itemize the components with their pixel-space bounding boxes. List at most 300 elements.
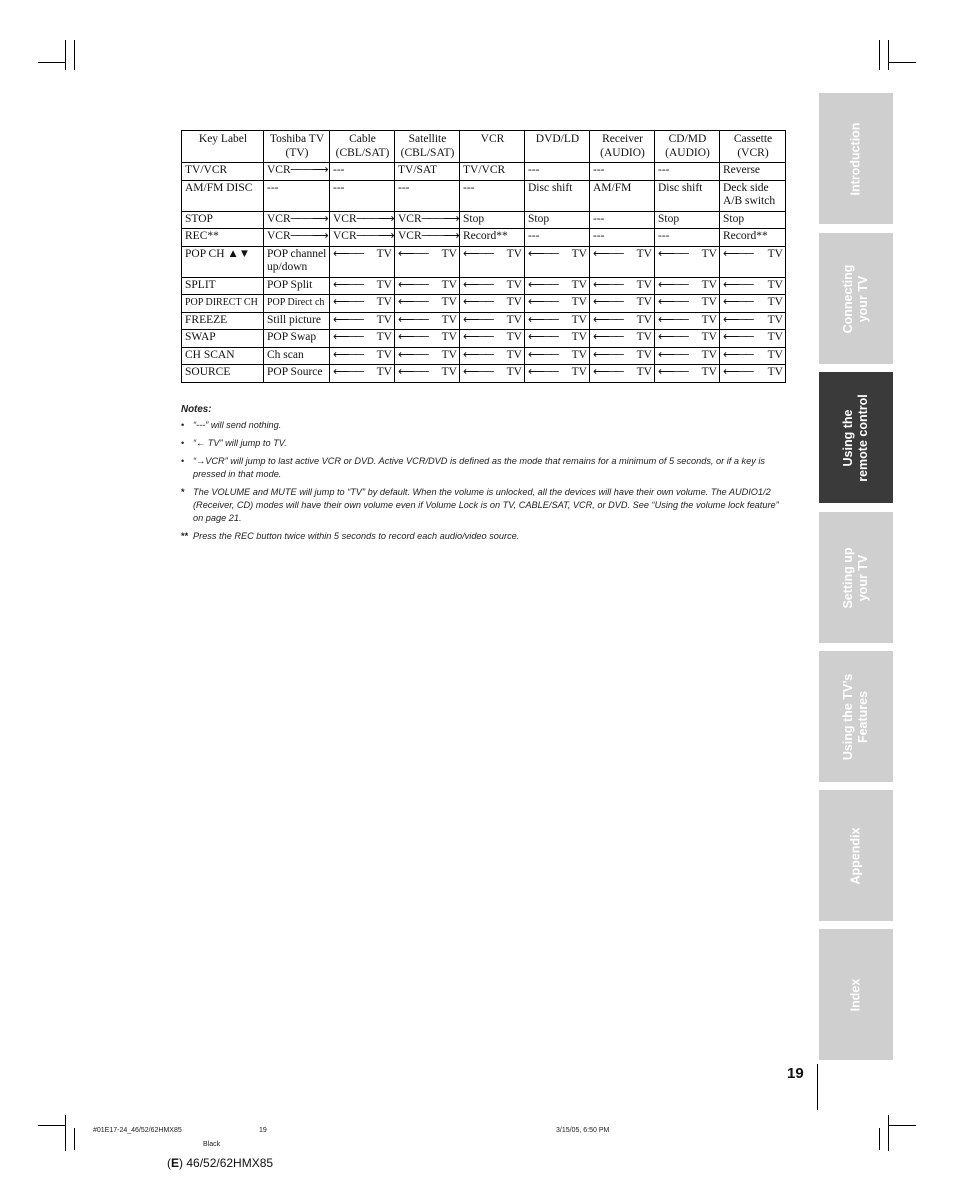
jump-to-tv-cell <box>655 277 720 295</box>
section-tab-label-line: remote control <box>856 393 870 482</box>
table-row <box>182 211 786 229</box>
cell-text: VCR ───⟶ <box>267 230 328 242</box>
column-header-line: (TV) <box>285 146 309 159</box>
table-cell: POP channel up/down <box>264 246 330 277</box>
jump-to-tv-cell <box>460 312 525 330</box>
left-arrow-icon <box>463 296 493 310</box>
left-arrow-icon <box>528 314 558 328</box>
cell-text: VCR ───⟶ <box>398 230 459 242</box>
cell-text: TV <box>701 366 717 378</box>
table-cell: --- <box>525 163 590 181</box>
table-cell: --- <box>264 180 330 211</box>
cell-text: TV <box>441 348 457 361</box>
jump-to-tv-cell <box>720 347 786 365</box>
model-prefix: ( <box>167 1156 171 1170</box>
left-arrow-icon <box>333 248 363 262</box>
left-arrow-icon <box>593 248 623 262</box>
jump-to-tv-cell <box>330 277 395 295</box>
table-cell: AM/FM <box>590 180 655 211</box>
key-label-cell: REC** <box>182 229 264 247</box>
left-arrow-icon <box>658 296 688 310</box>
note-marker: • <box>181 438 185 448</box>
table-cell: POP Direct ch <box>264 295 330 313</box>
section-tab-label-line: Appendix <box>848 827 863 884</box>
left-arrow-icon <box>398 314 428 328</box>
section-tab[interactable] <box>819 790 893 921</box>
left-arrow-icon <box>528 296 558 310</box>
left-arrow-icon <box>398 366 428 380</box>
section-tab-label-line: Features <box>856 690 870 743</box>
left-arrow-icon <box>463 349 493 363</box>
column-header-line: (CBL/SAT) <box>400 146 455 159</box>
jump-to-tv-cell <box>460 347 525 365</box>
cell-text: VCR ───⟶ <box>267 164 328 176</box>
table-cell: Stop <box>720 211 786 229</box>
model-number <box>167 1156 273 1170</box>
cell-text: TV <box>506 296 522 308</box>
cell-text: TV <box>376 348 392 361</box>
cell-text: TV <box>701 296 717 308</box>
jump-to-tv-cell <box>395 330 460 348</box>
jump-to-tv-cell <box>590 312 655 330</box>
column-header-line: (CBL/SAT) <box>335 146 390 159</box>
section-tab-label-line: Connecting <box>841 264 855 333</box>
left-arrow-icon <box>333 349 363 363</box>
table-cell: --- <box>460 180 525 211</box>
jump-to-vcr-cell <box>264 211 330 229</box>
left-arrow-icon <box>463 248 493 262</box>
cell-text: TV <box>701 247 717 260</box>
cell-text: TV <box>506 348 522 361</box>
key-label-cell: STOP <box>182 211 264 229</box>
section-tab-label <box>841 547 871 608</box>
jump-to-vcr-cell <box>330 229 395 247</box>
table-row <box>182 246 786 277</box>
cell-text: TV <box>441 313 457 326</box>
jump-to-tv-cell <box>655 295 720 313</box>
table-cell: --- <box>395 180 460 211</box>
jump-to-tv-cell <box>395 277 460 295</box>
table-cell: TV/VCR <box>460 163 525 181</box>
cell-text: TV <box>441 278 457 291</box>
table-row <box>182 180 786 211</box>
table-cell: --- <box>590 163 655 181</box>
cell-text: TV <box>441 366 457 378</box>
key-label-cell: SOURCE <box>182 365 264 383</box>
footer-color: Black <box>203 1141 221 1148</box>
note-text: “← TV” will jump to TV. <box>193 438 287 448</box>
cell-text: TV <box>506 278 522 291</box>
table-cell: --- <box>590 229 655 247</box>
note-marker: * <box>181 487 185 497</box>
crop-mark <box>888 40 889 70</box>
cell-text: TV <box>636 296 652 308</box>
notes-title: Notes: <box>181 404 212 415</box>
note-text: The VOLUME and MUTE will jump to “TV” by default. When the volume is unlocked, all the devices will have their own volume. The AUDIO1/2 (Receiver, CD) modes will have their own volume even if Volume Lock is on TV, CABLE/SAT, VCR, or DVD. See “Using the volume lock feature” on page 21. <box>193 487 779 523</box>
table-cell: Stop <box>525 211 590 229</box>
cell-text: TV <box>376 366 392 378</box>
left-arrow-icon <box>333 331 363 345</box>
jump-to-tv-cell <box>720 295 786 313</box>
table-row <box>182 229 786 247</box>
left-arrow-icon <box>398 331 428 345</box>
cell-text: TV <box>441 247 457 260</box>
column-header-line: Key Label <box>198 133 248 145</box>
table-cell: Reverse <box>720 163 786 181</box>
jump-to-tv-cell <box>525 277 590 295</box>
cell-text: TV <box>376 278 392 291</box>
column-header <box>330 131 395 163</box>
jump-to-tv-cell <box>655 246 720 277</box>
section-tab[interactable] <box>819 93 893 224</box>
table-cell: --- <box>655 229 720 247</box>
left-arrow-icon <box>723 279 753 293</box>
cell-text: TV <box>571 247 587 260</box>
remote-key-table <box>181 130 786 383</box>
key-label-cell: SPLIT <box>182 277 264 295</box>
left-arrow-icon <box>658 331 688 345</box>
section-tab-label <box>849 122 864 195</box>
cell-text: TV <box>701 331 717 343</box>
note-item <box>181 486 781 525</box>
column-header-line: (VCR) <box>737 146 769 159</box>
table-row <box>182 365 786 383</box>
crop-mark <box>65 40 66 70</box>
left-arrow-icon <box>333 279 363 293</box>
cell-text: TV <box>571 331 587 343</box>
jump-to-tv-cell <box>460 246 525 277</box>
crop-mark <box>74 40 75 70</box>
jump-to-tv-cell <box>720 277 786 295</box>
jump-to-tv-cell <box>330 365 395 383</box>
jump-to-vcr-cell <box>395 211 460 229</box>
cell-text: TV <box>636 247 652 260</box>
cell-text: TV <box>767 348 783 361</box>
cell-text: TV <box>441 331 457 343</box>
left-arrow-icon <box>593 331 623 345</box>
jump-to-tv-cell <box>395 347 460 365</box>
footer-page: 19 <box>259 1127 267 1134</box>
cell-text: TV <box>571 313 587 326</box>
crop-mark <box>879 40 880 70</box>
left-arrow-icon <box>463 314 493 328</box>
jump-to-tv-cell <box>330 295 395 313</box>
jump-to-vcr-cell <box>264 229 330 247</box>
section-tab-label <box>841 264 871 333</box>
jump-to-tv-cell <box>655 312 720 330</box>
section-tab-label-line: your TV <box>856 275 870 322</box>
table-row <box>182 347 786 365</box>
jump-to-tv-cell <box>655 330 720 348</box>
jump-to-tv-cell <box>460 330 525 348</box>
table-header-row <box>182 131 786 163</box>
table-cell: Stop <box>460 211 525 229</box>
note-marker: • <box>181 420 185 430</box>
crop-mark <box>888 62 916 63</box>
left-arrow-icon <box>723 349 753 363</box>
key-label-cell: POP CH ▲▼ <box>182 246 264 277</box>
column-header <box>182 131 264 163</box>
jump-to-tv-cell <box>720 246 786 277</box>
left-arrow-icon <box>528 349 558 363</box>
cell-text: TV <box>636 331 652 343</box>
jump-to-tv-cell <box>525 246 590 277</box>
table-row <box>182 312 786 330</box>
column-header-line: VCR <box>480 133 505 145</box>
note-item <box>181 455 781 481</box>
page-number-divider <box>817 1064 818 1110</box>
section-tab-label-line: your TV <box>856 554 870 601</box>
section-tab[interactable] <box>819 233 893 364</box>
table-cell: Ch scan <box>264 347 330 365</box>
cell-text: TV <box>506 331 522 343</box>
left-arrow-icon <box>398 279 428 293</box>
cell-text: TV <box>636 366 652 378</box>
jump-to-vcr-cell <box>264 163 330 181</box>
column-header-line: Cable <box>349 133 376 145</box>
cell-text: TV <box>701 278 717 291</box>
section-tab-label-line: Index <box>848 978 863 1011</box>
table-cell: Still picture <box>264 312 330 330</box>
column-header <box>525 131 590 163</box>
table-cell: Stop <box>655 211 720 229</box>
note-item <box>181 437 781 450</box>
left-arrow-icon <box>723 248 753 262</box>
jump-to-tv-cell <box>525 312 590 330</box>
jump-to-tv-cell <box>330 246 395 277</box>
cell-text: TV <box>376 247 392 260</box>
jump-to-vcr-cell <box>330 211 395 229</box>
jump-to-tv-cell <box>590 246 655 277</box>
cell-text: TV <box>767 278 783 291</box>
section-tab-label <box>849 978 864 1011</box>
table-cell: Record** <box>720 229 786 247</box>
table-cell: POP Source <box>264 365 330 383</box>
cell-text: TV <box>376 313 392 326</box>
column-header <box>460 131 525 163</box>
cell-text: VCR ───⟶ <box>333 230 394 242</box>
column-header-line: (AUDIO) <box>665 146 710 159</box>
cell-text: TV <box>506 366 522 378</box>
note-text: “---” will send nothing. <box>193 420 282 430</box>
left-arrow-icon <box>658 314 688 328</box>
key-label-cell: AM/FM DISC <box>182 180 264 211</box>
left-arrow-icon <box>658 248 688 262</box>
column-header-line: DVD/LD <box>535 133 580 145</box>
left-arrow-icon <box>333 314 363 328</box>
cell-text: TV <box>767 296 783 308</box>
left-arrow-icon <box>463 331 493 345</box>
section-tab-label <box>841 394 871 482</box>
table-row <box>182 163 786 181</box>
jump-to-tv-cell <box>590 277 655 295</box>
note-item <box>181 419 781 432</box>
footer-file-name: #01E17-24_46/52/62HMX85 <box>93 1127 182 1134</box>
left-arrow-icon <box>463 366 493 380</box>
jump-to-tv-cell <box>460 365 525 383</box>
section-tab-label-line: Setting up <box>841 546 855 609</box>
cell-text: TV <box>767 247 783 260</box>
section-tab-label <box>841 673 871 759</box>
jump-to-tv-cell <box>525 365 590 383</box>
cell-text: TV <box>441 296 457 308</box>
jump-to-tv-cell <box>395 312 460 330</box>
section-tab[interactable] <box>819 651 893 782</box>
left-arrow-icon <box>593 366 623 380</box>
crop-mark <box>888 1115 889 1151</box>
column-header <box>720 131 786 163</box>
jump-to-tv-cell <box>395 295 460 313</box>
cell-text: TV <box>506 247 522 260</box>
section-tab-label-line: Using the <box>841 409 855 466</box>
section-tab[interactable] <box>819 929 893 1060</box>
crop-mark <box>888 1125 916 1126</box>
column-header <box>264 131 330 163</box>
cell-text: TV <box>636 278 652 291</box>
model-letter: E <box>171 1156 180 1170</box>
table-row <box>182 295 786 313</box>
table-cell: --- <box>655 163 720 181</box>
jump-to-tv-cell <box>655 365 720 383</box>
note-marker: ** <box>181 531 189 541</box>
key-label-cell: FREEZE <box>182 312 264 330</box>
cell-text: TV <box>376 296 392 308</box>
table-row <box>182 330 786 348</box>
table-cell: Disc shift <box>655 180 720 211</box>
footer-datetime: 3/15/05, 6:50 PM <box>556 1127 610 1134</box>
jump-to-tv-cell <box>590 347 655 365</box>
crop-mark <box>65 1115 66 1151</box>
left-arrow-icon <box>528 366 558 380</box>
column-header-line: Toshiba TV <box>269 133 325 145</box>
left-arrow-icon <box>593 279 623 293</box>
jump-to-tv-cell <box>525 347 590 365</box>
table-cell: POP Swap <box>264 330 330 348</box>
cell-text: TV <box>636 348 652 361</box>
section-tab-label-line: Introduction <box>848 122 863 195</box>
jump-to-tv-cell <box>460 295 525 313</box>
jump-to-tv-cell <box>590 365 655 383</box>
section-tab-label-line: Using the TV’s <box>841 673 855 760</box>
left-arrow-icon <box>528 248 558 262</box>
jump-to-tv-cell <box>720 365 786 383</box>
section-tab[interactable] <box>819 512 893 643</box>
table-cell: POP Split <box>264 277 330 295</box>
note-item <box>181 530 781 543</box>
column-header-line: (AUDIO) <box>600 146 645 159</box>
jump-to-tv-cell <box>460 277 525 295</box>
left-arrow-icon <box>658 349 688 363</box>
left-arrow-icon <box>463 279 493 293</box>
column-header <box>590 131 655 163</box>
page-number: 19 <box>787 1065 804 1082</box>
jump-to-tv-cell <box>720 312 786 330</box>
jump-to-tv-cell <box>720 330 786 348</box>
table-cell: Record** <box>460 229 525 247</box>
left-arrow-icon <box>593 314 623 328</box>
cell-text: VCR ───⟶ <box>267 213 328 225</box>
jump-to-tv-cell <box>525 295 590 313</box>
cell-text: TV <box>636 313 652 326</box>
left-arrow-icon <box>333 366 363 380</box>
crop-mark <box>879 1128 880 1150</box>
left-arrow-icon <box>723 331 753 345</box>
left-arrow-icon <box>398 296 428 310</box>
table-cell: --- <box>330 180 395 211</box>
left-arrow-icon <box>723 366 753 380</box>
section-tab-label <box>849 827 864 884</box>
column-header-line: CD/MD <box>668 133 707 145</box>
cell-text: TV <box>571 278 587 291</box>
left-arrow-icon <box>528 331 558 345</box>
cell-text: TV <box>506 313 522 326</box>
jump-to-tv-cell <box>590 330 655 348</box>
table-cell: --- <box>525 229 590 247</box>
cell-text: TV <box>571 296 587 308</box>
key-label-cell: POP DIRECT CH <box>182 295 264 313</box>
left-arrow-icon <box>593 349 623 363</box>
cell-text: TV <box>571 366 587 378</box>
cell-text: TV <box>376 331 392 343</box>
cell-text: TV <box>571 348 587 361</box>
jump-to-vcr-cell <box>395 229 460 247</box>
cell-text: TV <box>767 313 783 326</box>
jump-to-tv-cell <box>330 312 395 330</box>
table-cell: --- <box>590 211 655 229</box>
table-row <box>182 277 786 295</box>
table-cell: TV/SAT <box>395 163 460 181</box>
notes-section <box>181 403 781 548</box>
left-arrow-icon <box>333 296 363 310</box>
key-label-cell: TV/VCR <box>182 163 264 181</box>
left-arrow-icon <box>723 314 753 328</box>
cell-text: TV <box>767 331 783 343</box>
column-header-line: Receiver <box>602 133 643 145</box>
section-tab[interactable] <box>819 372 893 503</box>
jump-to-tv-cell <box>525 330 590 348</box>
table-cell: --- <box>330 163 395 181</box>
column-header <box>655 131 720 163</box>
model-suffix: ) 46/52/62HMX85 <box>179 1156 274 1170</box>
column-header-line: Satellite <box>408 133 447 145</box>
cell-text: TV <box>701 348 717 361</box>
crop-mark <box>74 1128 75 1150</box>
table-cell: Deck side A/B switch <box>720 180 786 211</box>
key-label-cell: SWAP <box>182 330 264 348</box>
cell-text: TV <box>767 366 783 378</box>
note-text: Press the REC button twice within 5 seconds to record each audio/video source. <box>193 531 520 541</box>
jump-to-tv-cell <box>395 365 460 383</box>
column-header <box>395 131 460 163</box>
left-arrow-icon <box>593 296 623 310</box>
left-arrow-icon <box>398 349 428 363</box>
jump-to-tv-cell <box>330 330 395 348</box>
cell-text: VCR ───⟶ <box>333 213 394 225</box>
jump-to-tv-cell <box>655 347 720 365</box>
left-arrow-icon <box>658 279 688 293</box>
key-label-cell: CH SCAN <box>182 347 264 365</box>
column-header-line: Cassette <box>733 133 773 145</box>
left-arrow-icon <box>723 296 753 310</box>
cell-text: TV <box>701 313 717 326</box>
left-arrow-icon <box>658 366 688 380</box>
jump-to-tv-cell <box>590 295 655 313</box>
cell-text: VCR ───⟶ <box>398 213 459 225</box>
jump-to-tv-cell <box>330 347 395 365</box>
note-text: “→VCR” will jump to last active VCR or DVD. Active VCR/DVD is defined as the mode that remains for a minimum of 5 seconds, or if a key is pressed in that mode. <box>193 456 766 479</box>
crop-mark <box>38 1125 66 1126</box>
left-arrow-icon <box>398 248 428 262</box>
